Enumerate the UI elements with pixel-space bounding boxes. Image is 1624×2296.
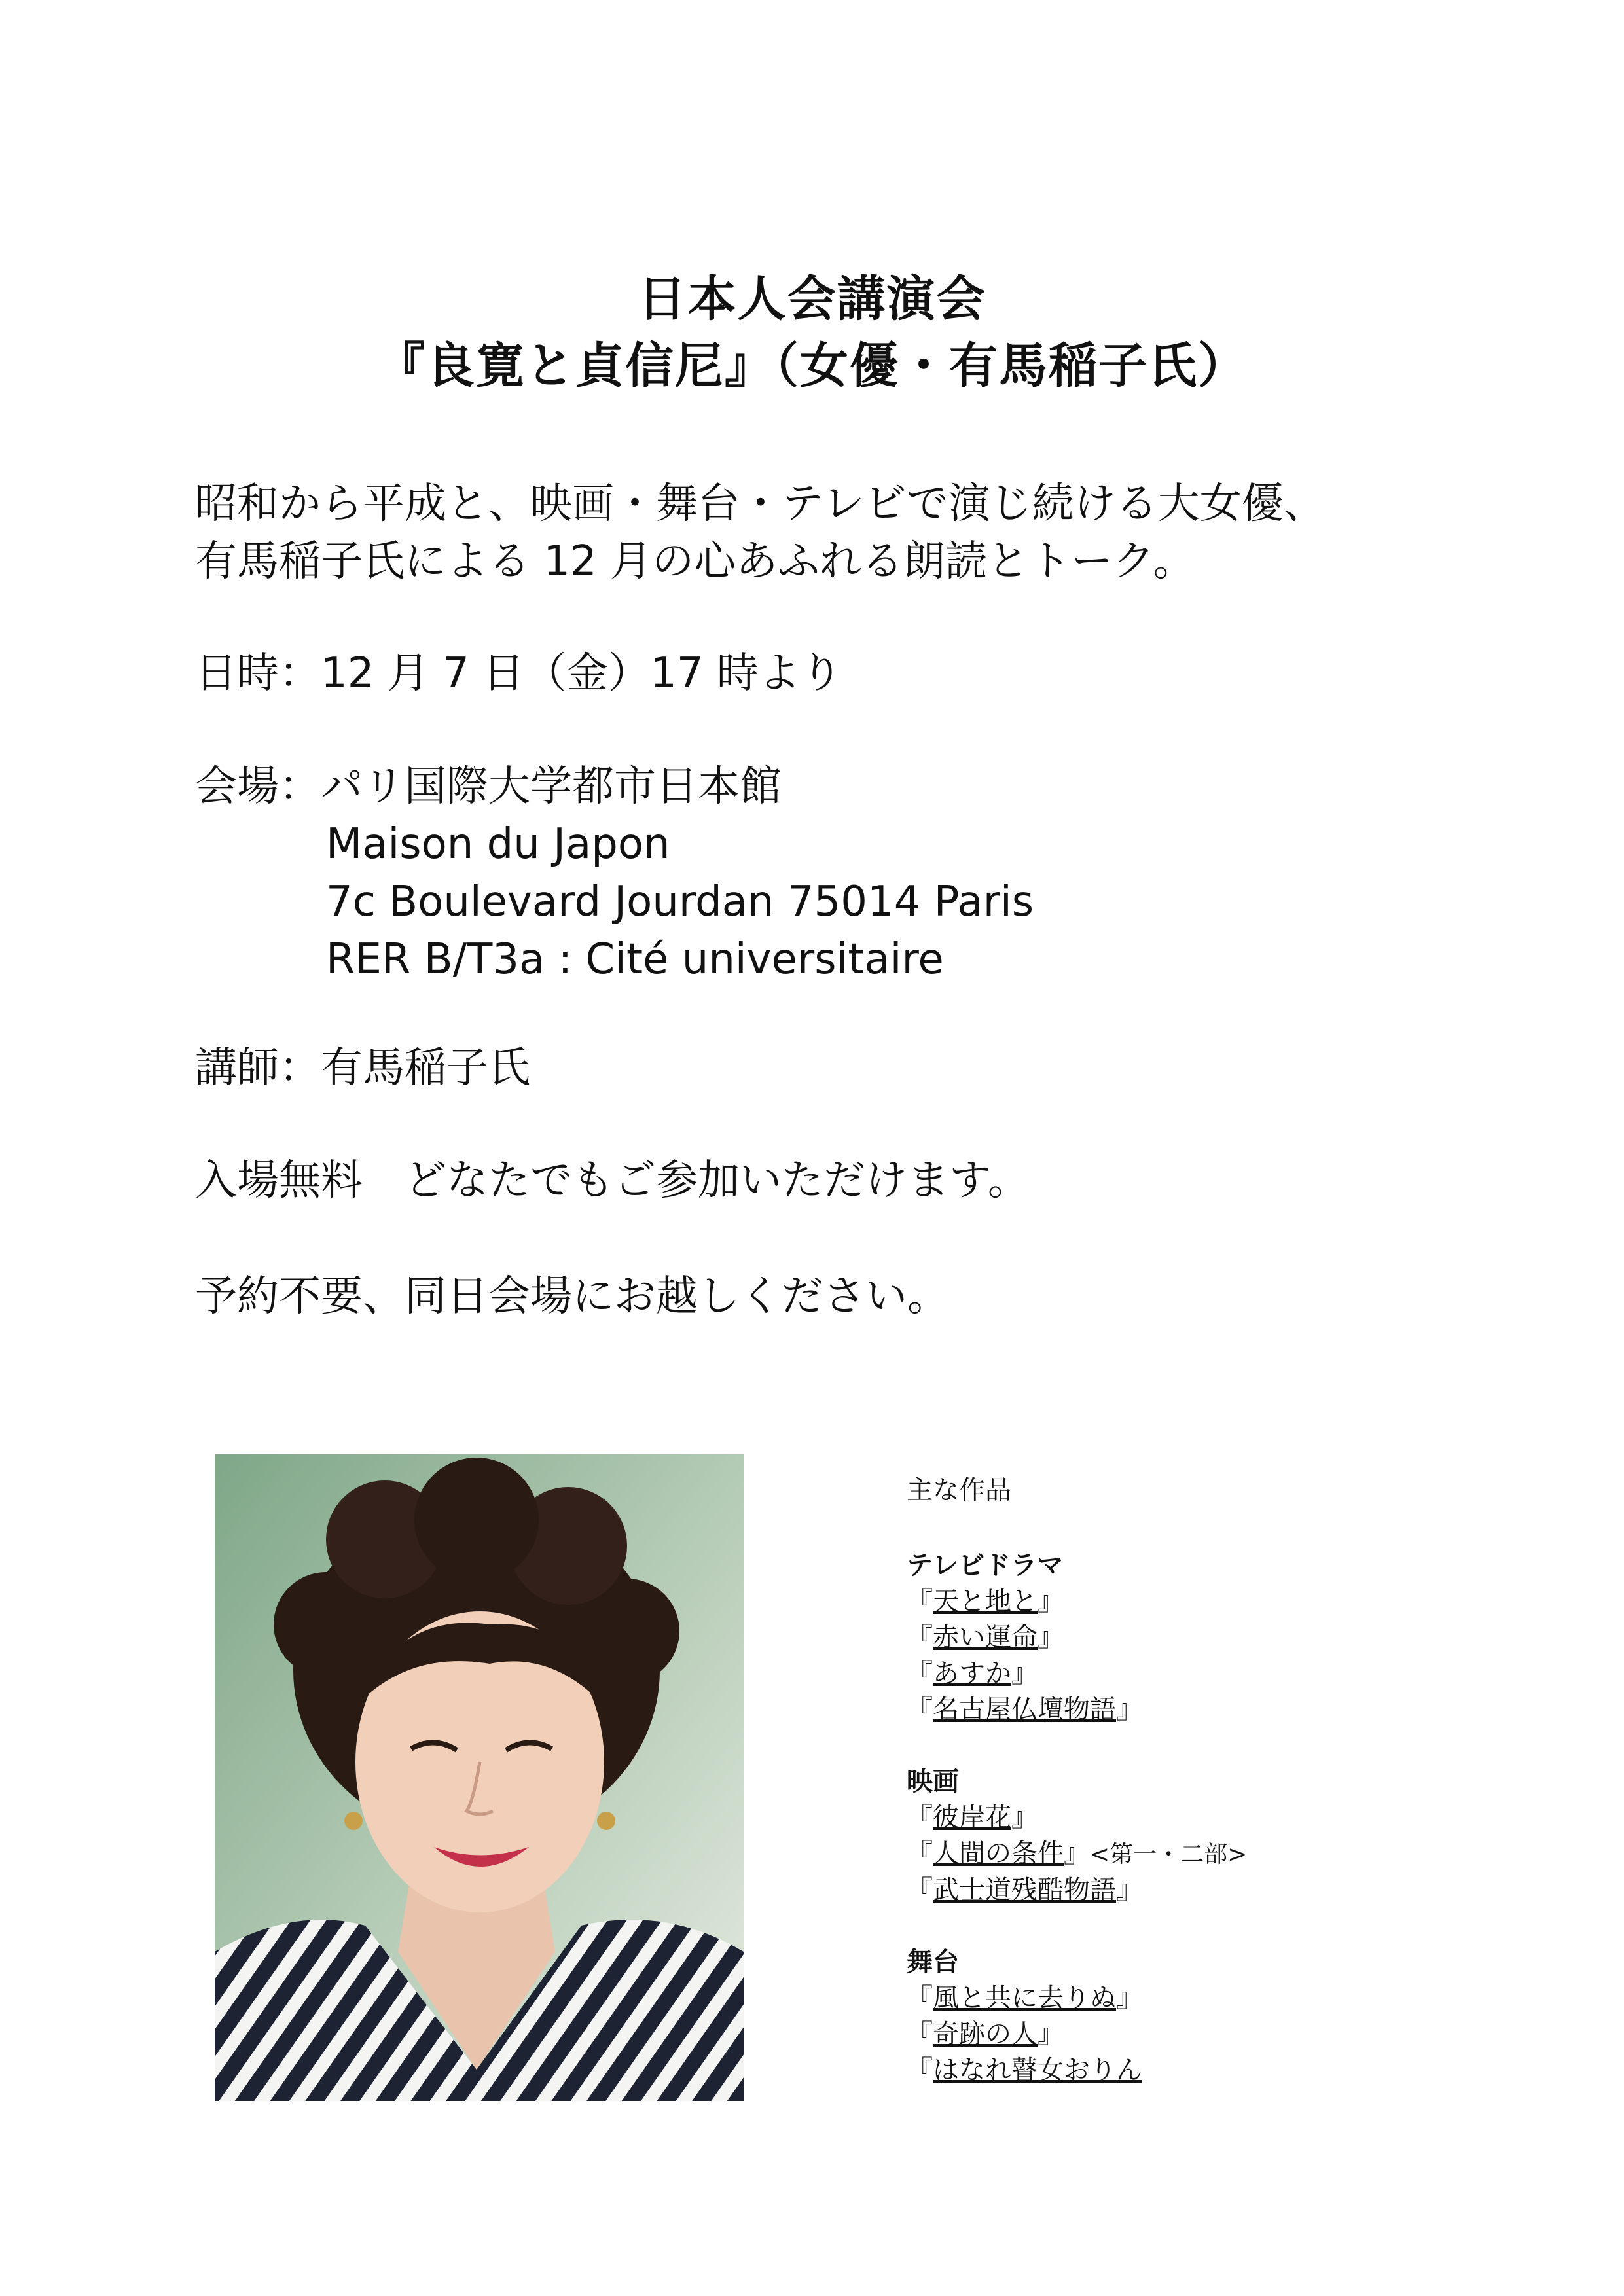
- work-item: [907, 1692, 1247, 1728]
- open-bracket: 『: [907, 1839, 933, 1869]
- intro-line-1: 昭和から平成と、映画・舞台・テレビで演じ続ける大女優、: [195, 480, 1326, 528]
- open-bracket: 『: [907, 1623, 933, 1653]
- work-title: 名古屋仏壇物語: [933, 1695, 1116, 1725]
- intro-paragraph: [195, 475, 1326, 590]
- work-item: [907, 1620, 1247, 1656]
- category-tv-drama: テレビドラマ: [907, 1551, 1064, 1581]
- work-item: [907, 1656, 1247, 1692]
- work-title: 人間の条件: [933, 1839, 1064, 1869]
- work-title: 武士道残酷物語: [933, 1875, 1116, 1905]
- event-title: 日本人会講演会: [638, 271, 986, 327]
- open-bracket: 『: [907, 1875, 933, 1905]
- venue-address: 7c Boulevard Jourdan 75014 Paris: [326, 878, 1034, 926]
- venue-name-fr: Maison du Japon: [326, 820, 670, 869]
- close-bracket: 』: [1038, 1623, 1064, 1653]
- work-item: [907, 1981, 1247, 2017]
- open-bracket: 『: [907, 1587, 933, 1617]
- open-bracket: 『: [907, 1695, 933, 1725]
- close-bracket: 』: [1064, 1839, 1090, 1869]
- venue-block: [195, 758, 1034, 988]
- portrait-illustration: [215, 1454, 744, 2101]
- close-bracket: 』: [1011, 1659, 1038, 1689]
- work-item: [907, 1800, 1247, 1836]
- admission-info: 入場無料 どなたでもご参加いただけます。: [195, 1157, 1030, 1205]
- open-bracket: 『: [907, 1983, 933, 2013]
- intro-line-2: 有馬稲子氏による 12 月の心あふれる朗読とトーク。: [195, 537, 1195, 586]
- reservation-info: 予約不要、同日会場にお越しください。: [195, 1272, 949, 1321]
- category-film: 映画: [907, 1767, 959, 1797]
- close-bracket: 』: [1116, 1695, 1142, 1725]
- open-bracket: 『: [907, 2019, 933, 2049]
- works-heading: 主な作品: [907, 1475, 1011, 1505]
- work-title: 奇跡の人: [933, 2019, 1038, 2049]
- portrait-photo: [215, 1454, 744, 2101]
- work-title: はなれ瞽女おりん: [933, 2055, 1142, 2085]
- work-item: [907, 2053, 1247, 2089]
- category-stage: 舞台: [907, 1947, 959, 1977]
- work-title: あすか: [933, 1659, 1011, 1689]
- work-title: 彼岸花: [933, 1803, 1011, 1833]
- venue-name-ja: パリ国際大学都市日本館: [321, 762, 782, 811]
- venue-label: 会場：: [195, 762, 321, 811]
- close-bracket: 』: [1116, 1875, 1142, 1905]
- lecturer: 講師：有馬稲子氏: [195, 1044, 530, 1092]
- work-item: [907, 1873, 1247, 1909]
- works-list: [907, 1473, 1247, 2089]
- open-bracket: 『: [907, 1659, 933, 1689]
- event-datetime: 日時：12 月 7 日（金）17 時より: [195, 649, 842, 698]
- close-bracket: 』: [1038, 1587, 1064, 1617]
- work-title: 天と地と: [933, 1587, 1038, 1617]
- work-title: 赤い運命: [933, 1623, 1038, 1653]
- work-title: 風と共に去りぬ: [933, 1983, 1116, 2013]
- work-note: <第一・二部>: [1090, 1841, 1248, 1868]
- close-bracket: 』: [1038, 2019, 1064, 2049]
- close-bracket: 』: [1116, 1983, 1142, 2013]
- event-subtitle: 『良寛と貞信尼』（女優・有馬稲子氏）: [376, 338, 1248, 394]
- work-item: [907, 1836, 1247, 1873]
- venue-line-1: [195, 758, 1034, 816]
- work-item: [907, 1584, 1247, 1620]
- work-item: [907, 2017, 1247, 2053]
- open-bracket: 『: [907, 1803, 933, 1833]
- close-bracket: 』: [1011, 1803, 1038, 1833]
- venue-access: RER B/T3a : Cité universitaire: [326, 935, 944, 984]
- open-bracket: 『: [907, 2055, 933, 2085]
